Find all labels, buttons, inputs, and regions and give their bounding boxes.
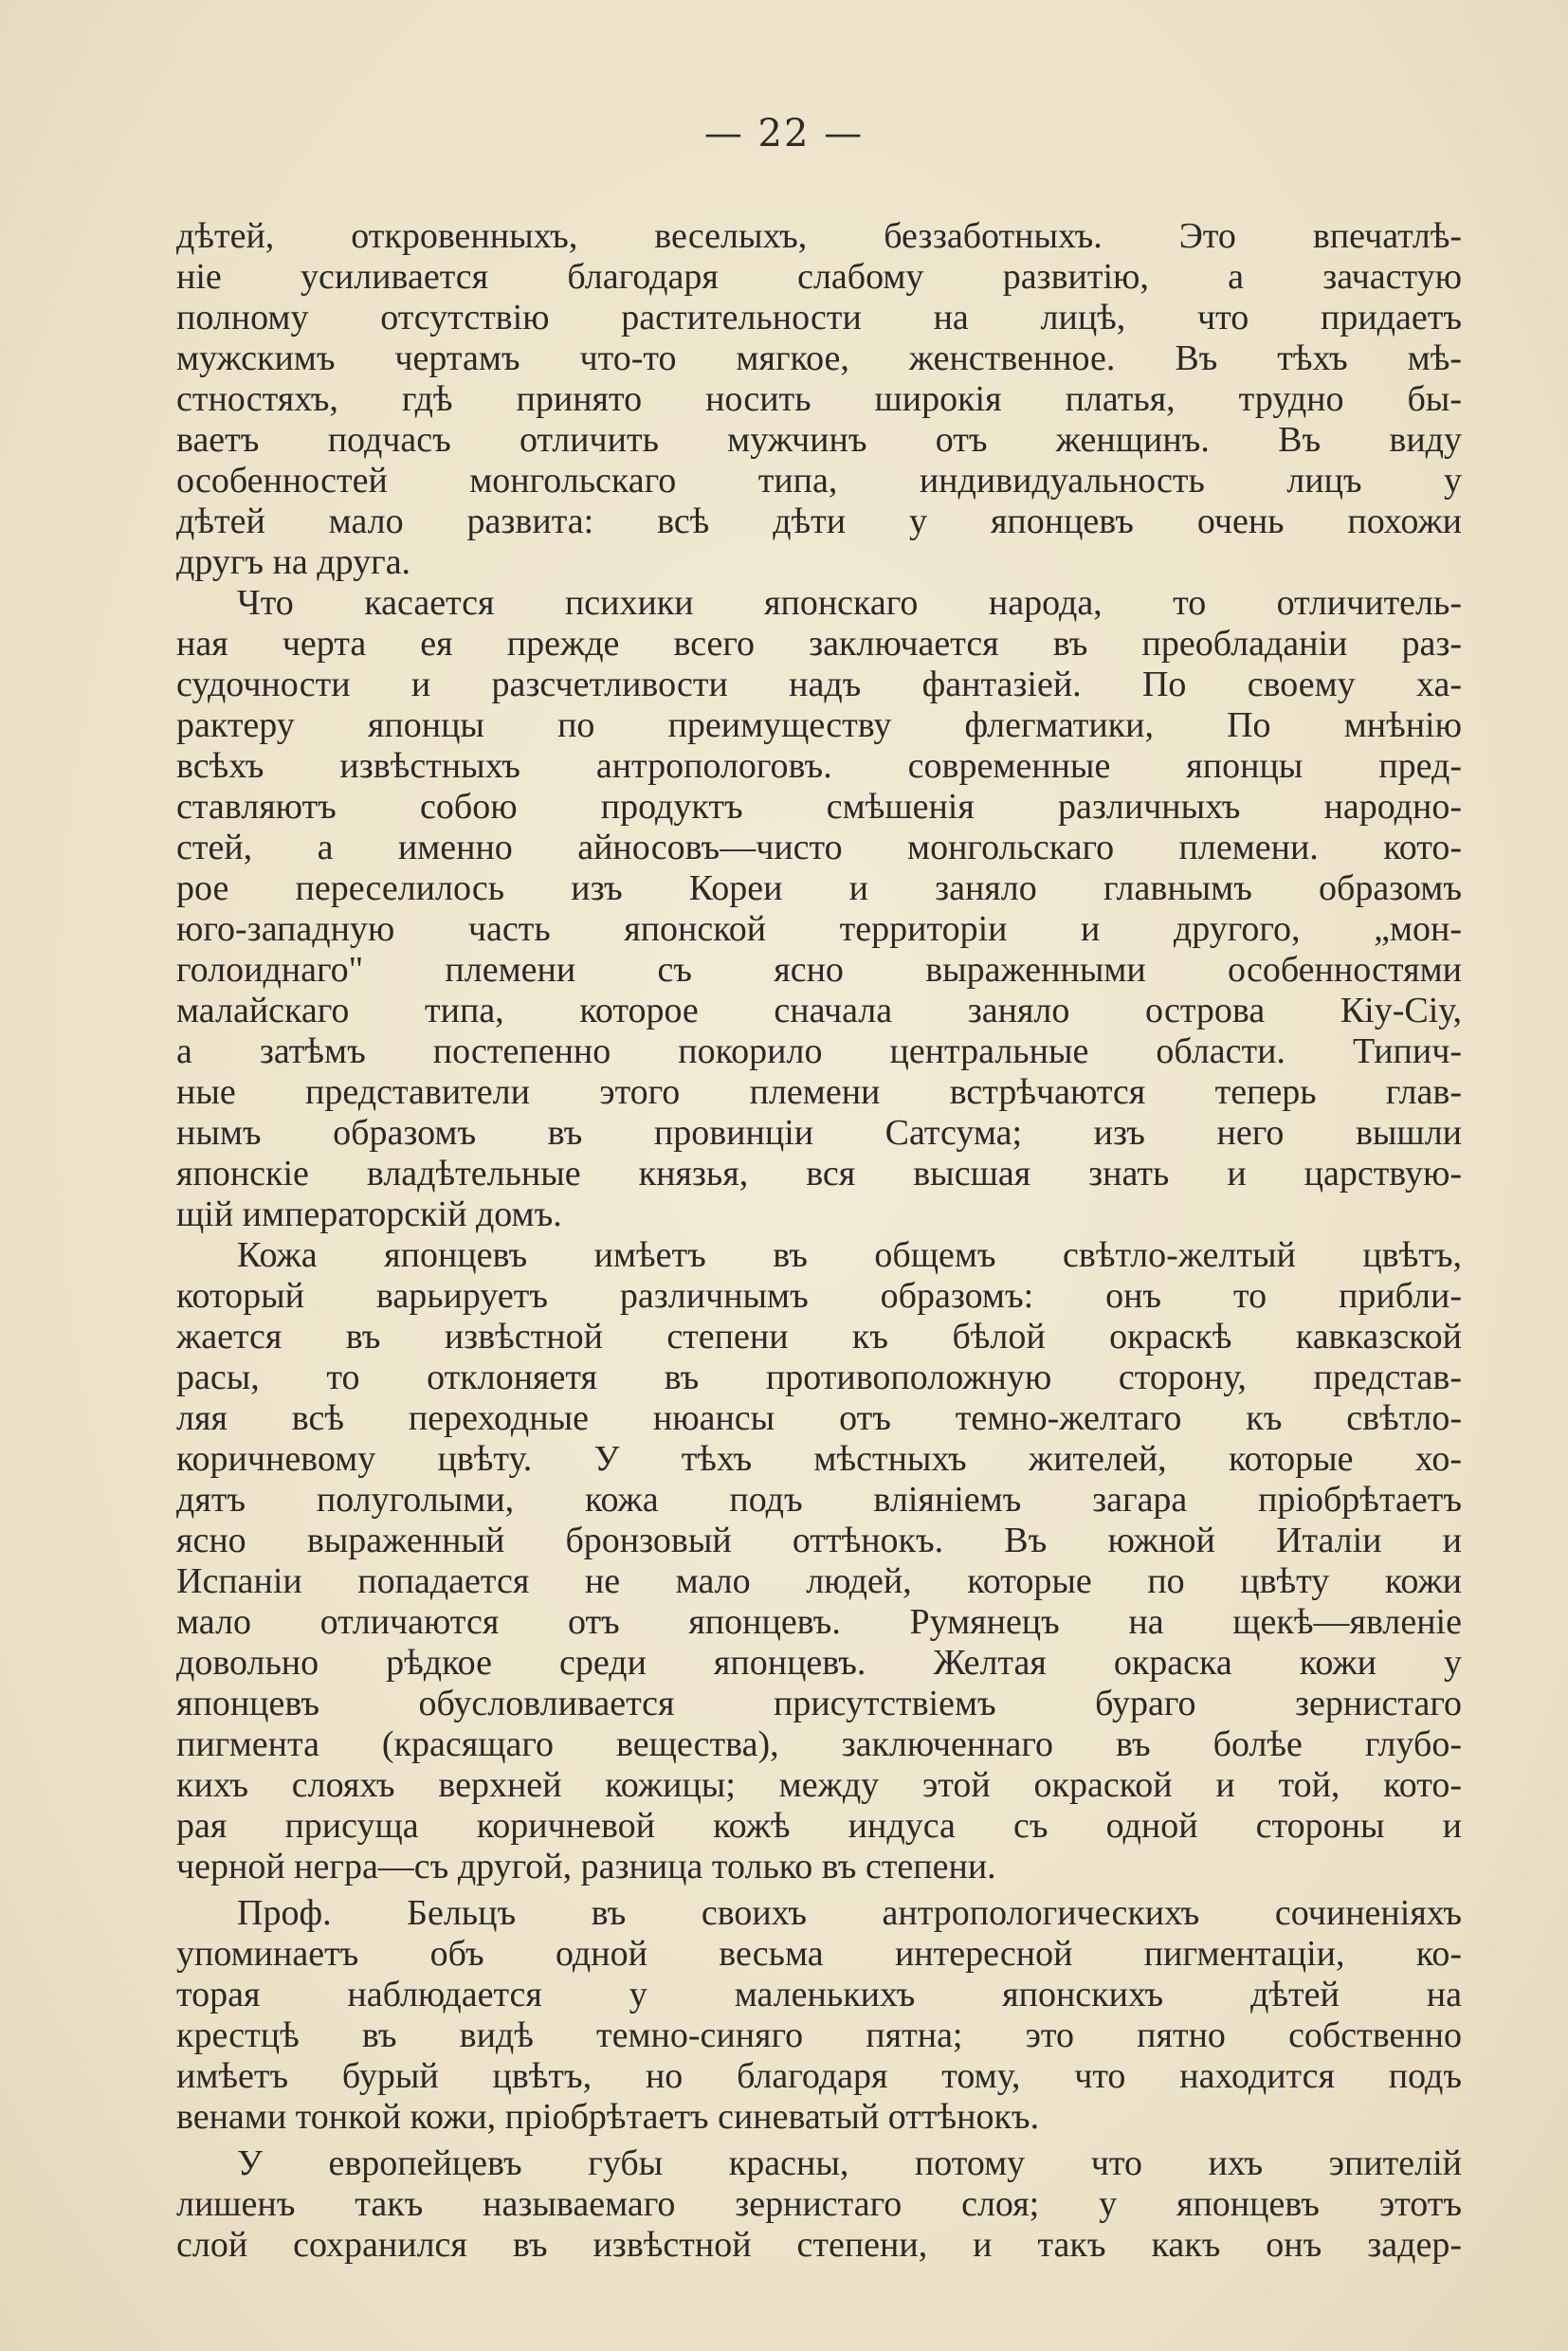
text-line: дятъ полуголыми, кожа подъ вліяніемъ загара пріобрѣтаетъ [176,1480,1462,1520]
text-line: слой сохранился въ извѣстной степени, и такъ какъ онъ задер- [176,2225,1462,2265]
paragraph [176,216,1462,583]
text-line: коричневому цвѣту. У тѣхъ мѣстныхъ жителей, которые хо- [176,1439,1462,1479]
text-line: а затѣмъ постепенно покорило центральные области. Типич- [176,1031,1462,1071]
text-line: венами тонкой кожи, пріобрѣтаетъ синеватый оттѣнокъ. [176,2097,1040,2137]
text-line: особенностей монгольскаго типа, индивидуальность лицъ у [176,461,1462,501]
text-line: лишенъ такъ называемаго зернистаго слоя; у японцевъ этотъ [176,2184,1462,2224]
text-line: пигмента (красящаго вещества), заключеннаго въ болѣе глубо- [176,1724,1462,1764]
text-line: мало отличаются отъ японцевъ. Румянецъ на щекѣ—явленіе [176,1602,1462,1642]
text-line: ваетъ подчасъ отличить мужчинъ отъ женщинъ. Въ виду [176,420,1462,460]
text-line: ніе усиливается благодаря слабому развитію, а зачастую [176,257,1462,297]
paragraph [176,2143,1462,2266]
text-line: нымъ образомъ въ провинціи Сатсума; изъ него вышли [176,1113,1462,1153]
page-number: — 22 — [703,112,865,155]
text-line: рая присуща коричневой кожѣ индуса съ одной стороны и [176,1806,1462,1846]
text-line: Испаніи попадается не мало людей, которые по цвѣту кожи [176,1561,1462,1601]
text-line: стностяхъ, гдѣ принято носить широкія платья, трудно бы- [176,379,1462,419]
text-line: другъ на друга. [176,542,411,582]
text-line: упоминаетъ объ одной весьма интересной пигментаціи, ко- [176,1934,1462,1974]
text-line: стей, а именно айносовъ—чисто монгольскаго племени. кото- [176,828,1462,867]
text-line: кихъ слояхъ верхней кожицы; между этой окраской и той, кото- [176,1765,1462,1805]
text-line: японцевъ обусловливается присутствіемъ бураго зернистаго [176,1684,1462,1723]
text-line: рое переселилось изъ Кореи и заняло главнымъ образомъ [176,868,1462,908]
text-line: расы, то отклоняетя въ противоположную сторону, представ- [176,1358,1462,1397]
text-line: черной негра—съ другой, разница только въ степени. [176,1847,996,1886]
text-line: всѣхъ извѣстныхъ антропологовъ. современные японцы пред- [176,746,1462,786]
text-line: дѣтей, откровенныхъ, веселыхъ, беззаботныхъ. Это впечатлѣ- [176,216,1462,256]
text-line: рактеру японцы по преимуществу флегматики, По мнѣнію [176,705,1462,745]
text-line: торая наблюдается у маленькихъ японскихъ дѣтей на [176,1975,1462,2014]
text-line: Кожа японцевъ имѣетъ въ общемъ свѣтло-желтый цвѣтъ, [237,1235,1462,1275]
text-line: довольно рѣдкое среди японцевъ. Желтая окраска кожи у [176,1643,1462,1683]
text-line: ляя всѣ переходные нюансы отъ темно-желтаго къ свѣтло- [176,1398,1462,1438]
text-line: ная черта ея прежде всего заключается въ преобладаніи раз- [176,624,1462,664]
text-line: крестцѣ въ видѣ темно-синяго пятна; это пятно собственно [176,2015,1462,2055]
text-line: Проф. Бельцъ въ своихъ антропологическихъ сочиненіяхъ [237,1893,1462,1933]
paragraph [176,583,1462,1235]
body-text [176,216,1462,2266]
text-line: ставляютъ собою продуктъ смѣшенія различныхъ народно- [176,787,1462,827]
text-line: который варьируетъ различнымъ образомъ: онъ то прибли- [176,1276,1462,1316]
text-line: судочности и разсчетливости надъ фантазіей. По своему ха- [176,665,1462,704]
text-line: щій императорскій домъ. [176,1194,562,1234]
text-line: юго-западную часть японской территоріи и другого, „мон- [176,909,1462,949]
text-line: полному отсутствію растительности на лицѣ, что придаетъ [176,298,1462,337]
text-line: мужскимъ чертамъ что-то мягкое, женственное. Въ тѣхъ мѣ- [176,338,1462,378]
text-line: У европейцевъ губы красны, потому что ихъ эпителій [237,2143,1462,2183]
text-line: ясно выраженный бронзовый оттѣнокъ. Въ южной Италіи и [176,1521,1462,1560]
text-line: ные представители этого племени встрѣчаются теперь глав- [176,1072,1462,1112]
text-line: жается въ извѣстной степени къ бѣлой окраскѣ кавказской [176,1317,1462,1357]
text-line: имѣетъ бурый цвѣтъ, но благодаря тому, что находится подъ [176,2056,1462,2096]
paragraph [176,1235,1462,1887]
text-line: голоиднаго" племени съ ясно выраженными особенностями [176,950,1462,990]
text-line: малайскаго типа, которое сначала заняло острова Кіу-Сіу, [176,991,1462,1030]
text-line: Что касается психики японскаго народа, то отличитель- [237,583,1462,623]
text-line: японскіе владѣтельные князья, вся высшая знать и царствую- [176,1154,1462,1194]
paragraph [176,1893,1462,2138]
text-line: дѣтей мало развита: всѣ дѣти у японцевъ очень похожи [176,501,1462,541]
